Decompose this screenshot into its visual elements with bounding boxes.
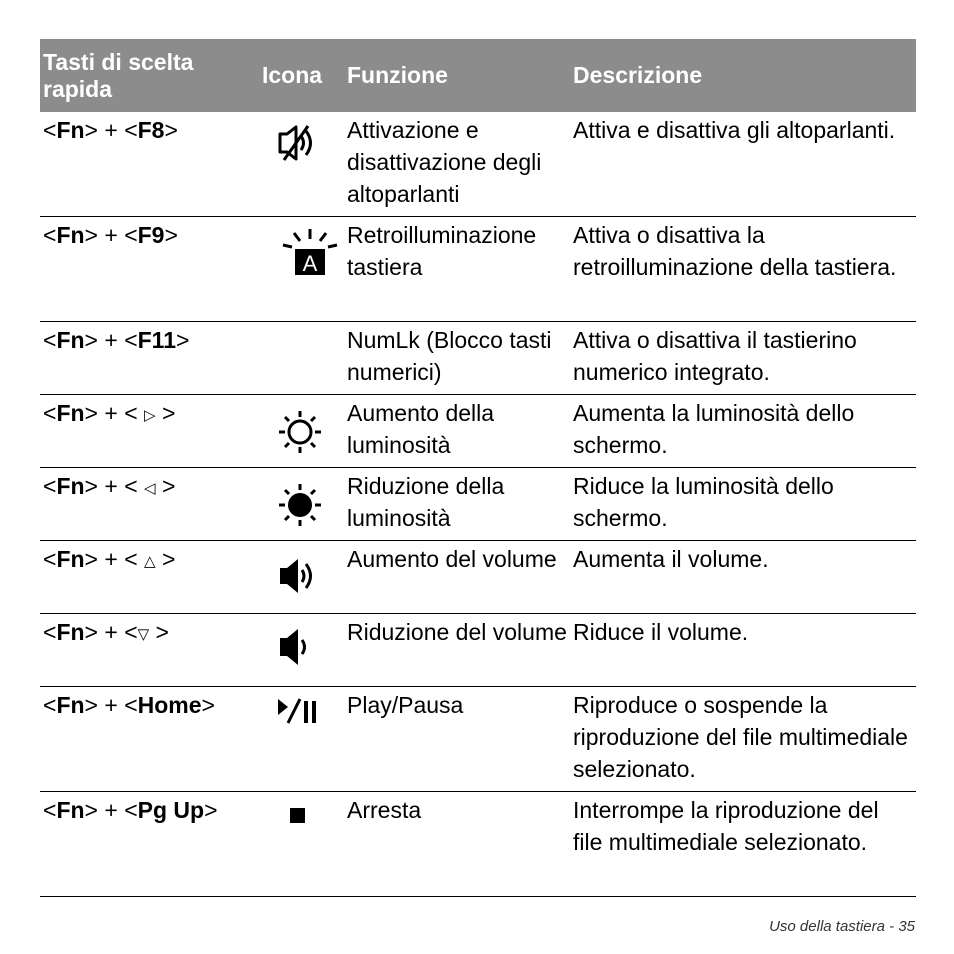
- function-text: Riduzione della luminosità: [347, 473, 505, 531]
- function-text: Attivazione e disattivazione degli altoparlanti: [347, 117, 542, 207]
- page-footer: Uso della tastiera - 35: [769, 918, 915, 935]
- description-text: Riduce il volume.: [573, 619, 749, 645]
- table-row: [40, 541, 916, 614]
- volume-up-icon: [270, 551, 330, 611]
- function-text: NumLk (Blocco tasti numerici): [347, 327, 552, 385]
- description-text: Aumenta la luminosità dello schermo.: [573, 400, 855, 458]
- table-row: [40, 792, 916, 897]
- brightness-down-icon: [270, 480, 330, 540]
- volume-down-icon: [270, 622, 330, 682]
- backlight-key-letter: A: [302, 251, 318, 276]
- table-header: [40, 39, 916, 112]
- table-row: [40, 322, 916, 395]
- header-function: Funzione: [347, 62, 448, 88]
- table-row: [40, 468, 916, 541]
- shortcut-keys: <Fn> + < △ >: [43, 546, 176, 572]
- shortcut-keys: <Fn> + <F8>: [43, 117, 178, 143]
- description-text: Attiva e disattiva gli altoparlanti.: [573, 117, 896, 143]
- shortcut-keys: <Fn> + < ▷ >: [43, 400, 176, 426]
- table-row: [40, 614, 916, 687]
- function-text: Aumento della luminosità: [347, 400, 495, 458]
- function-text: Riduzione del volume: [347, 619, 567, 645]
- description-text: Interrompe la riproduzione del file multimediale selezionato.: [573, 797, 879, 855]
- shortcut-keys: <Fn> + <Home>: [43, 692, 215, 718]
- shortcut-keys: <Fn> + <▽ >: [43, 619, 169, 645]
- play-pause-icon: [270, 693, 330, 753]
- shortcut-keys: <Fn> + < ◁ >: [43, 473, 176, 499]
- speaker-mute-icon: [270, 114, 330, 174]
- description-text: Riduce la luminosità dello schermo.: [573, 473, 834, 531]
- description-text: Attiva o disattiva il tastierino numerico integrato.: [573, 327, 857, 385]
- description-text: Riproduce o sospende la riproduzione del file multimediale selezionato.: [573, 692, 908, 782]
- shortcut-keys: <Fn> + <Pg Up>: [43, 797, 218, 823]
- header-description: Descrizione: [573, 62, 703, 88]
- keyboard-backlight-icon: [280, 227, 340, 287]
- function-text: Aumento del volume: [347, 546, 557, 572]
- table-row: [40, 687, 916, 792]
- brightness-up-icon: [270, 407, 330, 467]
- shortcut-keys: <Fn> + <F11>: [43, 327, 190, 353]
- function-text: Arresta: [347, 797, 422, 823]
- header-icon: Icona: [262, 62, 323, 88]
- header-keys: Tasti di scelta rapida: [43, 48, 194, 102]
- table-row: [40, 112, 916, 217]
- description-text: Attiva o disattiva la retroilluminazione della tastiera.: [573, 222, 897, 280]
- table-row: [40, 217, 916, 322]
- table-row: [40, 395, 916, 468]
- function-text: Play/Pausa: [347, 692, 464, 718]
- stop-icon: [270, 804, 330, 864]
- shortcut-keys: <Fn> + <F9>: [43, 222, 178, 248]
- description-text: Aumenta il volume.: [573, 546, 769, 572]
- shortcut-table: [40, 39, 916, 897]
- function-text: Retroilluminazione tastiera: [347, 222, 537, 280]
